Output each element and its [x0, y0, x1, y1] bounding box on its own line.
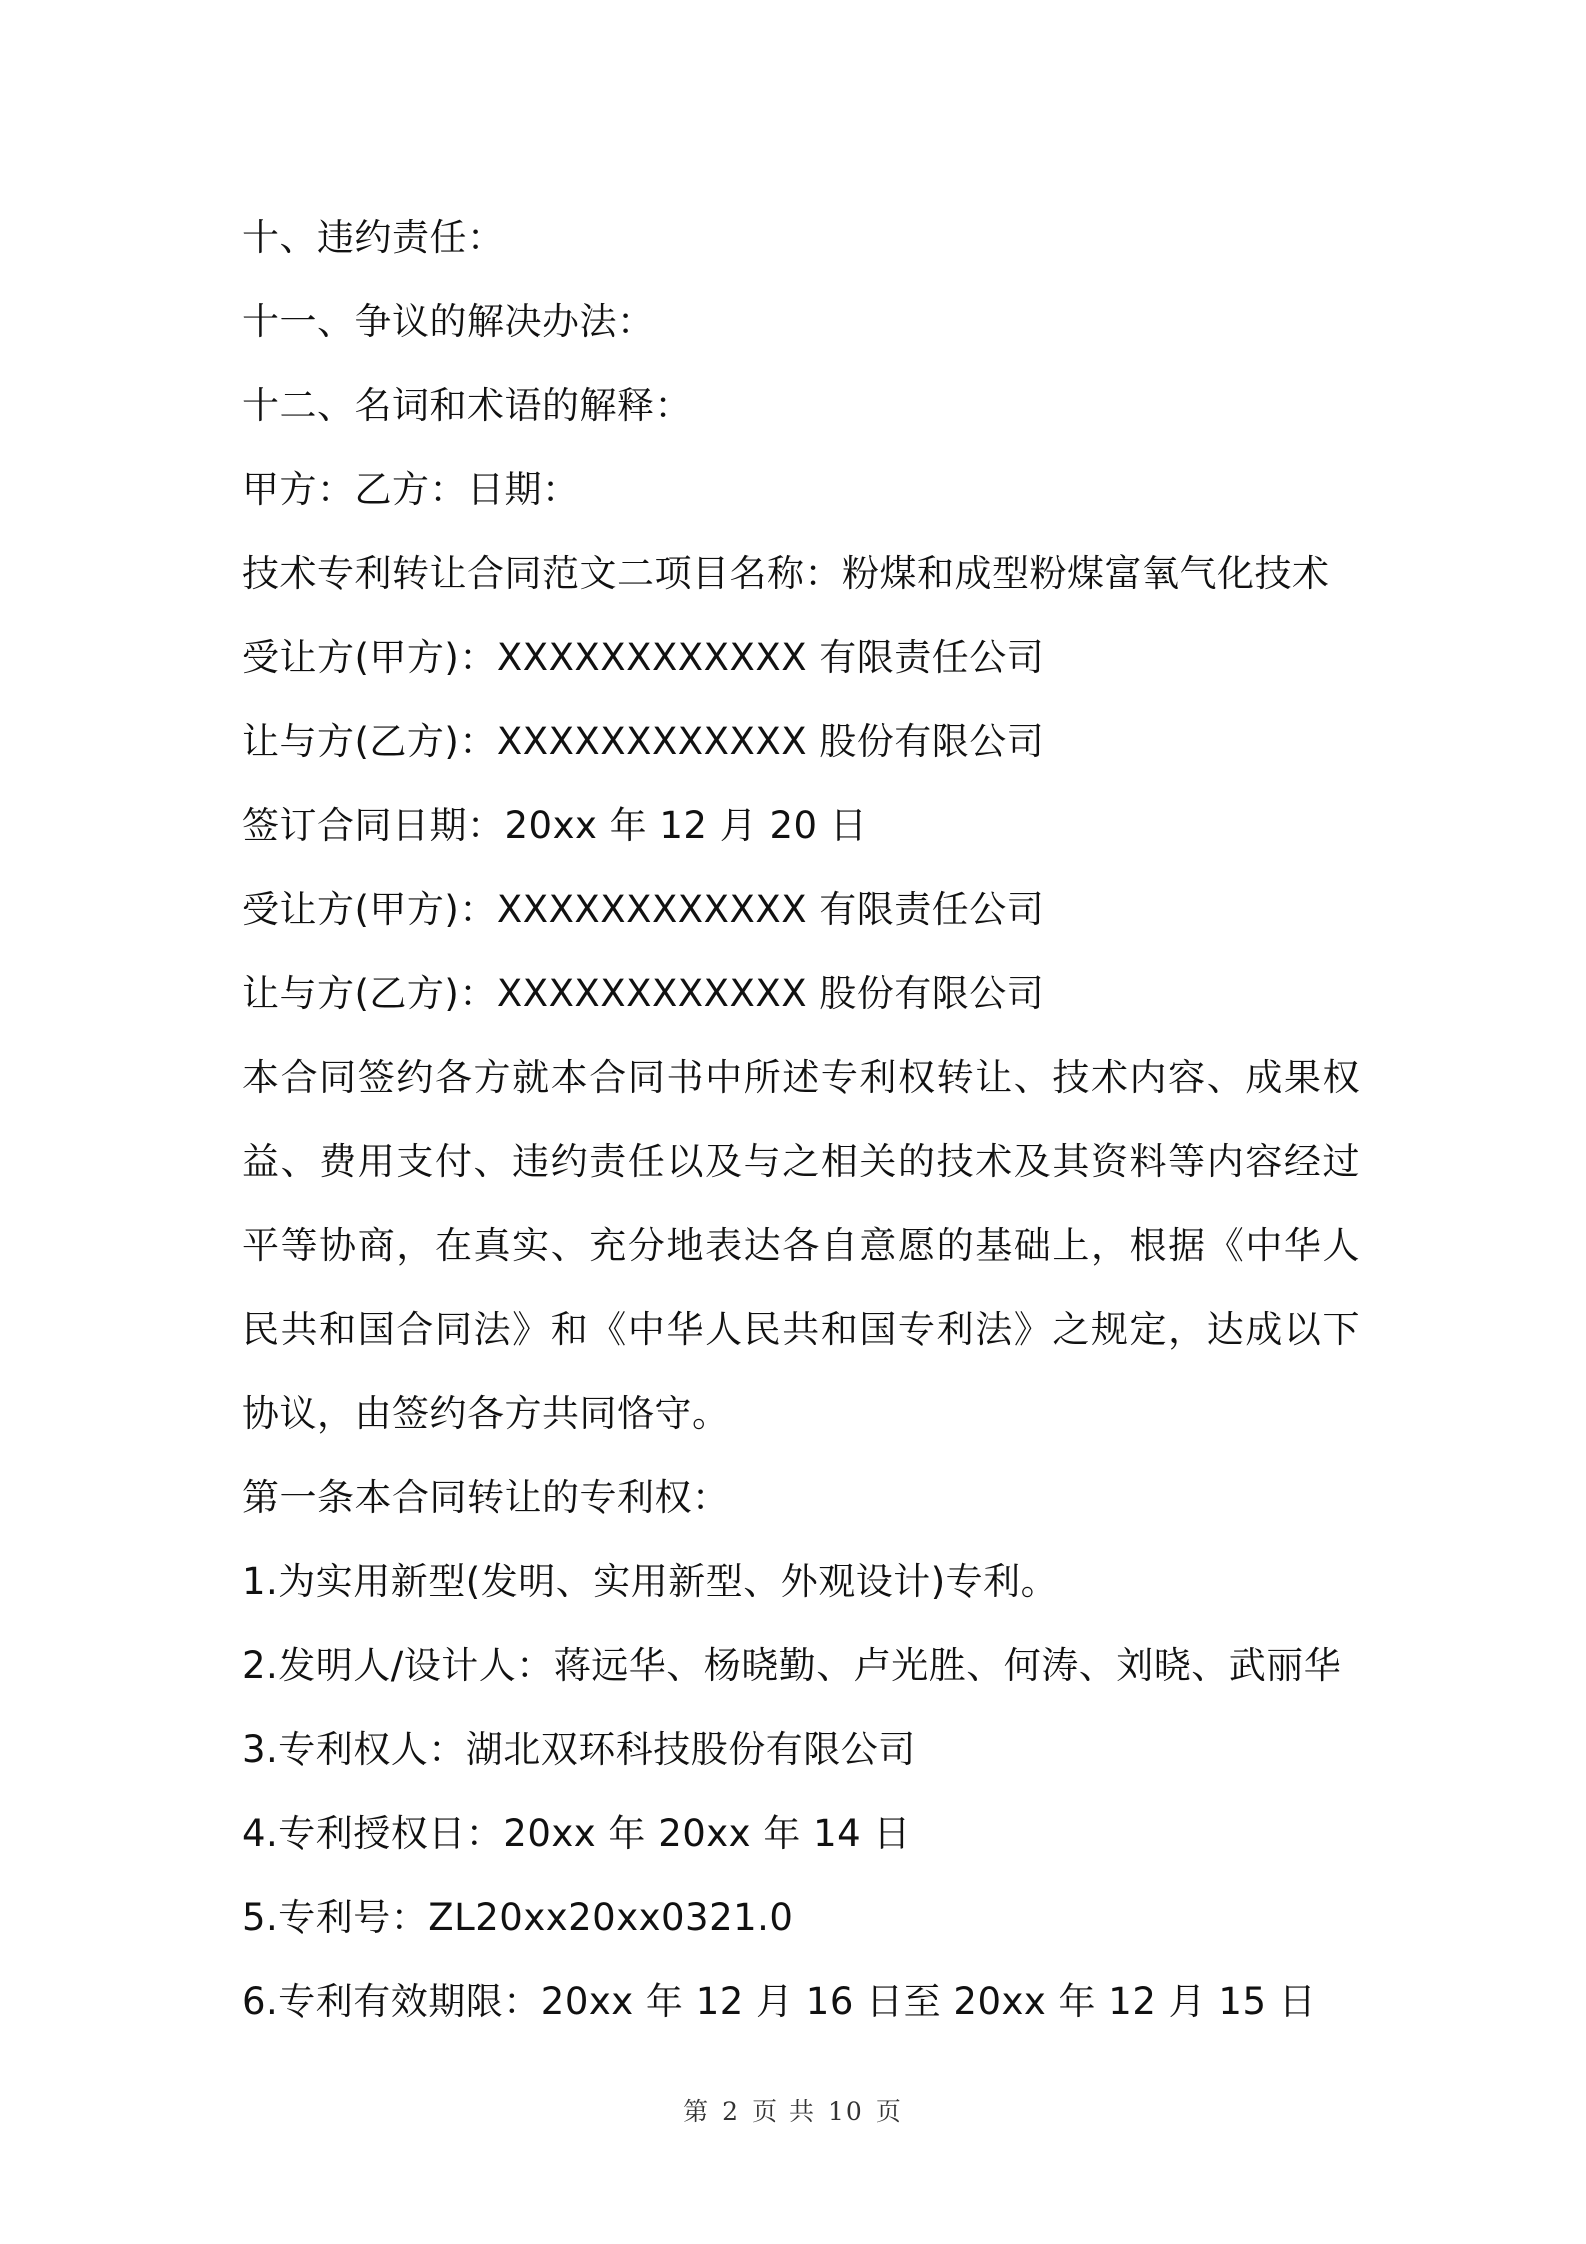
patent-type-item: 1.为实用新型(发明、实用新型、外观设计)专利。	[242, 1560, 1059, 1603]
validity-period-item: 6.专利有效期限：20xx 年 12 月 16 日至 20xx 年 12 月 15 日	[242, 1980, 1317, 2023]
section-heading-dispute: 十一、争议的解决办法：	[242, 300, 655, 343]
signature-line: 甲方：乙方：日期：	[242, 468, 580, 511]
page-number-footer	[0, 2092, 1586, 2128]
transferee-line-repeat: 受让方(甲方)：XXXXXXXXXXXX 有限责任公司	[242, 888, 1045, 931]
transferor-line-repeat: 让与方(乙方)：XXXXXXXXXXXX 股份有限公司	[242, 972, 1045, 1015]
document-body	[242, 196, 1362, 2044]
footer-suffix: 页	[875, 2097, 903, 2126]
contract-date-line: 签订合同日期：20xx 年 12 月 20 日	[242, 804, 868, 847]
footer-prefix: 第	[683, 2097, 711, 2126]
transferor-line: 让与方(乙方)：XXXXXXXXXXXX 股份有限公司	[242, 720, 1045, 763]
footer-current-page: 2	[722, 2097, 741, 2126]
patent-number-item: 5.专利号：ZL20xx20xx0321.0	[242, 1896, 794, 1939]
preamble-paragraph: 本合同签约各方就本合同书中所述专利权转让、技术内容、成果权益、费用支付、违约责任以及与之相关的技术及其资料等内容经过平等协商，在真实、充分地表达各自意愿的基础上，根据《中华人民共和国合同法》和《中华人民共和国专利法》之规定，达成以下协议，由签约各方共同恪守。	[242, 1056, 1360, 1435]
section-heading-breach: 十、违约责任：	[242, 216, 505, 259]
article-one-heading: 第一条本合同转让的专利权：	[242, 1476, 730, 1519]
footer-total-pages: 10	[828, 2097, 864, 2126]
project-name-line: 技术专利转让合同范文二项目名称：粉煤和成型粉煤富氧气化技术	[242, 552, 1330, 595]
inventor-item: 2.发明人/设计人：蒋远华、杨晓勤、卢光胜、何涛、刘晓、武丽华	[242, 1644, 1342, 1687]
footer-middle: 页 共	[752, 2097, 817, 2126]
section-heading-terms: 十二、名词和术语的解释：	[242, 384, 692, 427]
grant-date-item: 4.专利授权日：20xx 年 20xx 年 14 日	[242, 1812, 911, 1855]
patentee-item: 3.专利权人：湖北双环科技股份有限公司	[242, 1728, 916, 1771]
transferee-line: 受让方(甲方)：XXXXXXXXXXXX 有限责任公司	[242, 636, 1045, 679]
